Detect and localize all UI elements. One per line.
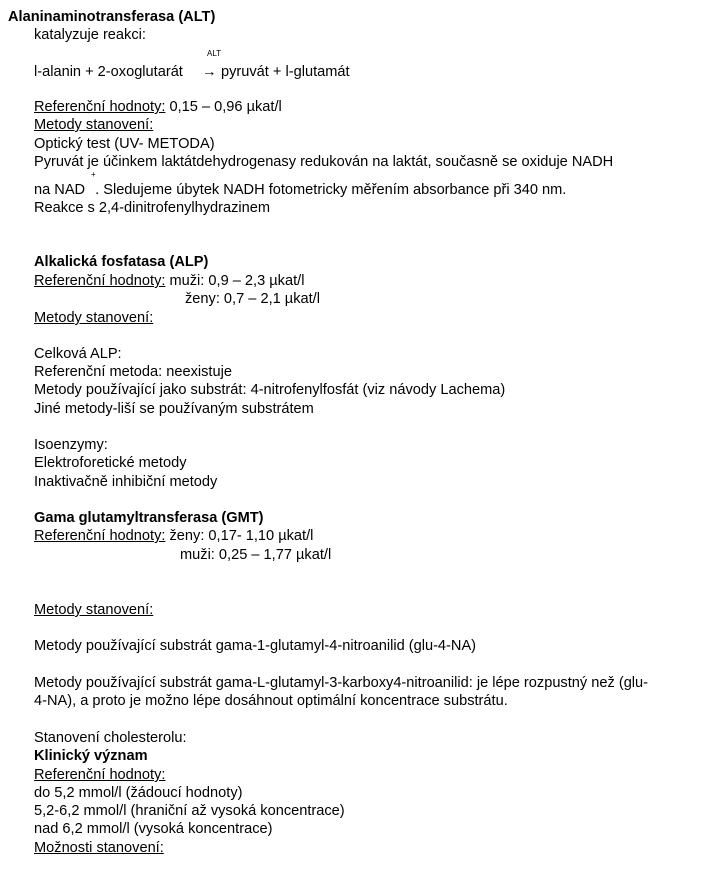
gmt-reference-label: Referenční hodnoty: (34, 528, 166, 544)
alp-total-2: Metody používající jako substrát: 4-nitrofenylfosfát (viz návody Lachema) (34, 382, 506, 398)
chol-ref-2: 5,2-6,2 mmol/l (hraniční až vysoká koncentrace) (34, 803, 345, 819)
alt-nad-plus: + (91, 170, 96, 179)
alt-method-1: Optický test (UV- METODA) (34, 136, 215, 152)
alp-methods-label: Metody stanovení: (34, 310, 154, 326)
alt-reaction-enzyme: ALT (207, 49, 222, 58)
chol-ref-3: nad 6,2 mmol/l (vysoká koncentrace) (34, 821, 273, 837)
alt-methods-label: Metody stanovení: (34, 117, 154, 133)
chol-reference-label: Referenční hodnoty: (34, 767, 166, 783)
alt-reaction-right: pyruvát + l-glutamát (221, 64, 350, 80)
alp-reference-label: Referenční hodnoty: (34, 273, 166, 289)
alt-reaction-left: l-alanin + 2-oxoglutarát (34, 64, 183, 80)
alt-method-1-desc-2 (34, 182, 566, 199)
gmt-method-1: Metody používající substrát gama-1-glutamyl-4-nitroanilid (glu-4-NA) (34, 638, 477, 654)
alp-total-3: Jiné metody-liší se používaným substrátem (34, 401, 314, 417)
alt-reference-label: Referenční hodnoty: (34, 99, 166, 115)
alt-nad: na NAD (34, 182, 86, 198)
alt-reference (34, 99, 282, 116)
alp-total-1: Referenční metoda: neexistuje (34, 364, 232, 380)
alp-title: Alkalická fosfatasa (ALP) (34, 254, 209, 270)
reaction-arrow-icon: → (202, 64, 217, 80)
alp-iso-1: Elektroforetické metody (34, 455, 187, 471)
chol-clinical: Klinický význam (34, 748, 148, 764)
alp-ref-men: muži: 0,9 – 2,3 µkat/l (165, 273, 305, 289)
chol-ref-1: do 5,2 mmol/l (žádoucí hodnoty) (34, 785, 243, 801)
gmt-ref-women: ženy: 0,17- 1,10 µkat/l (165, 528, 314, 544)
alt-method-1-desc-1: Pyruvát je účinkem laktátdehydrogenasy redukován na laktát, současně se oxiduje NADH (34, 154, 614, 170)
alp-total-heading: Celková ALP: (34, 346, 122, 362)
gmt-ref-men: muži: 0,25 – 1,77 µkat/l (180, 547, 332, 563)
alt-method-2: Reakce s 2,4-dinitrofenylhydrazinem (34, 200, 271, 216)
gmt-method-2-line-1: Metody používající substrát gama-L-glutamyl-3-karboxy4-nitroanilid: je lépe rozpustný než (glu- (34, 675, 649, 691)
alp-reference (34, 273, 304, 290)
gmt-title: Gama glutamyltransferasa (GMT) (34, 510, 264, 526)
gmt-reference (34, 528, 313, 545)
alt-reference-value: 0,15 – 0,96 µkat/l (165, 99, 282, 115)
alp-iso-2: Inaktivačně inhibiční metody (34, 474, 218, 490)
alt-catalyzes: katalyzuje reakci: (34, 27, 146, 43)
alp-ref-women: ženy: 0,7 – 2,1 µkat/l (185, 291, 320, 307)
gmt-methods-label: Metody stanovení: (34, 602, 154, 618)
alt-title: Alaninaminotransferasa (ALT) (8, 9, 216, 25)
gmt-method-2-line-2: 4-NA), a proto je možno lépe dosáhnout optimální koncentrace substrátu. (34, 693, 508, 709)
alp-iso-heading: Isoenzymy: (34, 437, 108, 453)
chol-intro: Stanovení cholesterolu: (34, 730, 187, 746)
chol-options-label: Možnosti stanovení: (34, 840, 164, 856)
alt-method-1-desc-2-rest: . Sledujeme úbytek NADH fotometricky měřením absorbance při 340 nm. (95, 182, 567, 198)
